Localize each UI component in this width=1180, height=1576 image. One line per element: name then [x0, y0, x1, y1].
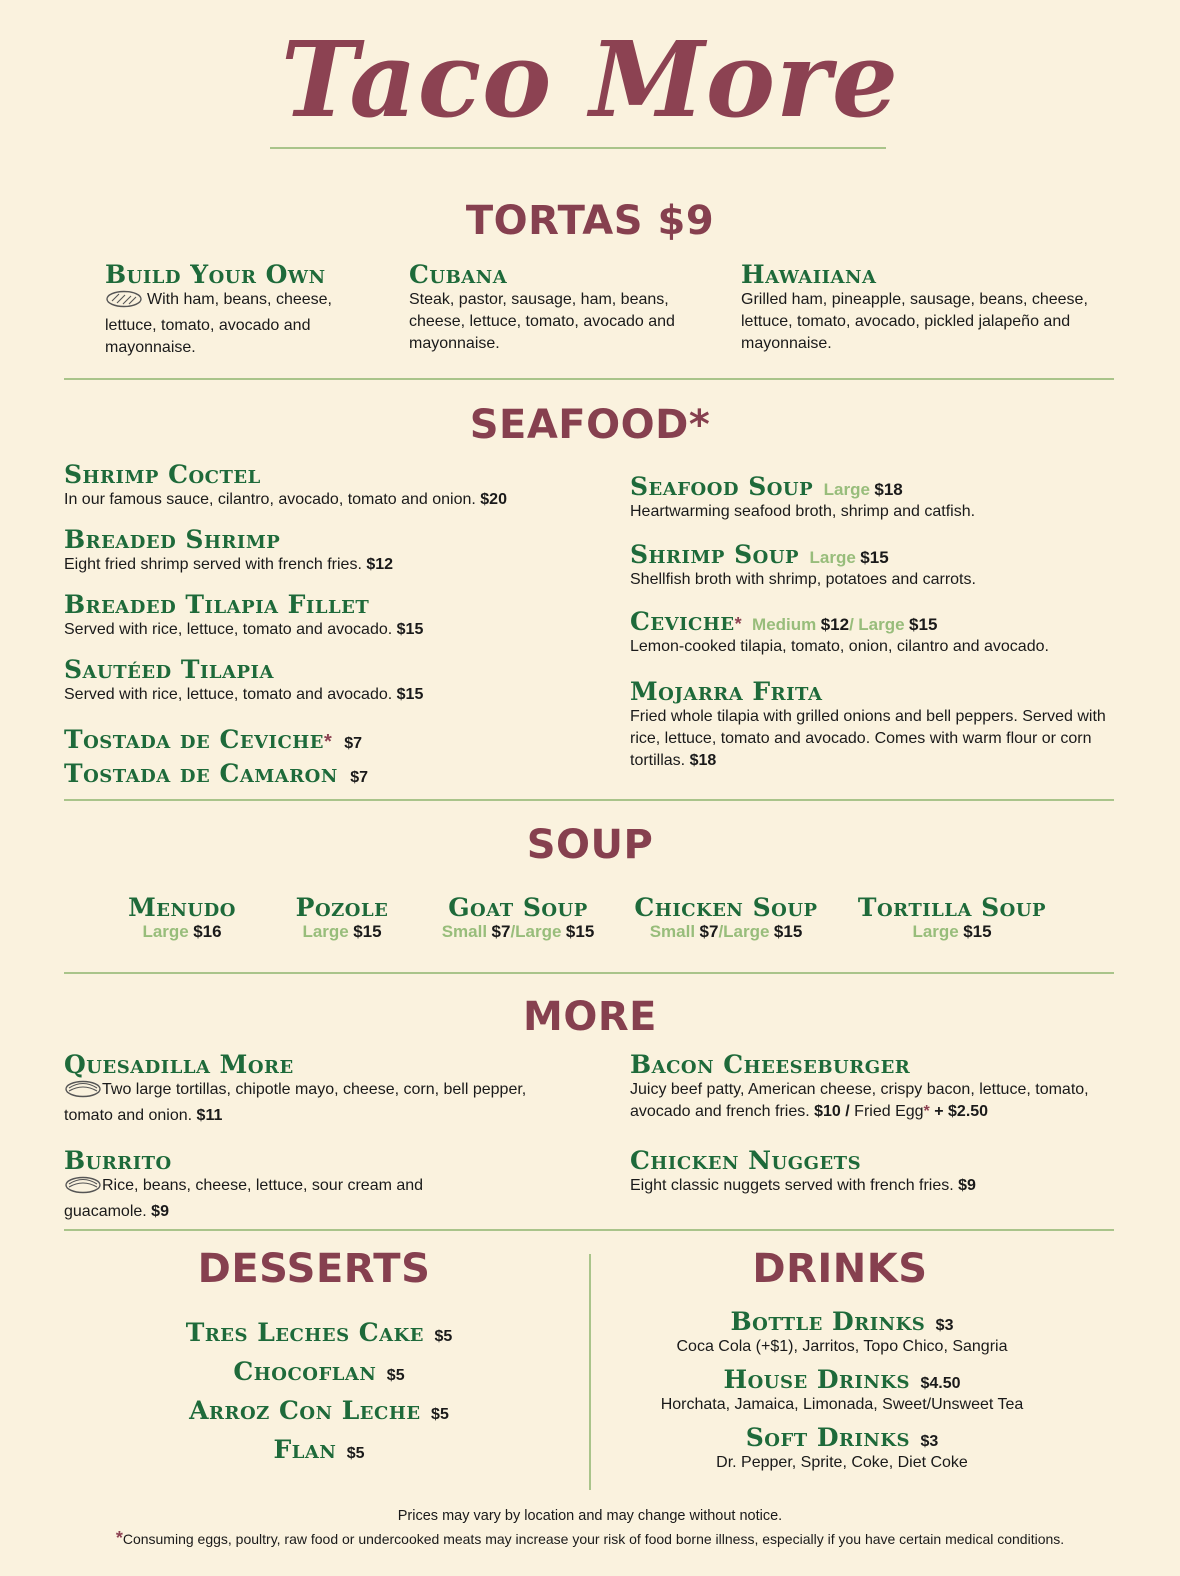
title-divider — [270, 147, 886, 149]
item-name: Soft Drinks — [745, 1423, 911, 1452]
item-description: Fried whole tilapia with grilled onions and bell peppers. Served with rice, lettuce, tomato and avocado. Comes with warm flour or corn tortillas. — [630, 708, 1106, 769]
item-name: Pozole — [295, 893, 389, 922]
item-description: Steak, pastor, sausage, ham, beans, cheese, lettuce, tomato, avocado and mayonnaise. — [409, 291, 675, 352]
menu-item: Tostada de Ceviche* $7 — [64, 725, 363, 754]
menu-item — [64, 1396, 574, 1435]
restaurant-title: Taco More — [280, 18, 900, 141]
item-price: $5 — [346, 1445, 365, 1462]
item-description: Eight classic nuggets served with french fries. — [630, 1177, 954, 1194]
item-price: $7 — [344, 735, 363, 752]
menu-item — [409, 260, 689, 355]
soup-item: Tortilla Soup Large $15 — [846, 893, 1058, 942]
item-description: Eight fried shrimp served with french fries. — [64, 556, 362, 573]
menu-item: Bacon Cheeseburger Juicy beef patty, American cheese, crispy bacon, lettuce, tomato, avocado and french fries. $10 / Fried Egg* + $2.50 — [630, 1050, 1120, 1146]
seafood-left-column — [64, 460, 604, 788]
item-description: Grilled ham, pineapple, sausage, beans, cheese, lettuce, tomato, avocado, pickled jalapeño and mayonnaise. — [741, 291, 1088, 352]
soup-item: Goat Soup Small $7/Large $15 — [418, 893, 618, 942]
item-price: $9 — [958, 1177, 976, 1194]
health-disclaimer: *Consuming eggs, poultry, raw food or undercooked meats may increase your risk of food borne illness, especially if you have certain medical conditions. — [115, 1528, 1065, 1548]
item-description: Two large tortillas, chipotle mayo, cheese, corn, bell pepper, tomato and onion. — [64, 1081, 527, 1124]
menu-item — [105, 260, 365, 359]
menu-item — [630, 1146, 1120, 1197]
item-description: Dr. Pepper, Sprite, Coke, Diet Coke — [716, 1454, 968, 1471]
item-price: $15 — [396, 621, 424, 638]
item-name: Chicken Soup — [634, 893, 818, 922]
item-description: Lemon-cooked tilapia, tomato, onion, cilantro and avocado. — [630, 638, 1049, 655]
item-name: Shrimp Soup — [630, 540, 800, 569]
item-price: $12 — [366, 556, 394, 573]
item-name: Arroz Con Leche — [189, 1396, 421, 1425]
item-price: $7 — [350, 769, 369, 786]
item-name: Chocoflan — [233, 1357, 377, 1386]
item-name: Cubana — [409, 260, 508, 289]
menu-item — [64, 460, 604, 525]
item-name: Goat Soup — [448, 893, 588, 922]
tortilla-icon — [64, 1080, 102, 1105]
item-price: $3 — [920, 1433, 939, 1450]
item-description: Heartwarming seafood broth, shrimp and catfish. — [630, 503, 976, 520]
item-name: Tortilla Soup — [857, 893, 1047, 922]
price-disclaimer: Prices may vary by location and may change without notice. — [397, 1508, 783, 1524]
item-name: Tostada de Camaron — [64, 759, 338, 788]
menu-item — [630, 677, 1120, 772]
item-price: $5 — [434, 1328, 453, 1345]
menu-item — [594, 1307, 1090, 1365]
item-price: $20 — [480, 491, 507, 508]
item-description: Horchata, Jamaica, Limonada, Sweet/Unsweet Tea — [660, 1396, 1024, 1413]
section-divider — [64, 378, 1114, 380]
item-description: Coca Cola (+$1), Jarritos, Topo Chico, Sangria — [676, 1338, 1008, 1355]
menu-item — [64, 1357, 574, 1396]
item-description: Served with rice, lettuce, tomato and avocado. — [64, 686, 393, 703]
item-price: $5 — [386, 1367, 405, 1384]
drinks-list — [594, 1307, 1090, 1474]
menu-item: Shrimp Soup Large $15 Shellfish broth with shrimp, potatoes and carrots. — [630, 540, 1120, 607]
section-heading-desserts: DESSERTS — [197, 1246, 431, 1292]
bread-icon — [105, 290, 143, 315]
item-price: $15 — [396, 686, 424, 703]
soup-item: Chicken Soup Small $7/Large $15 — [626, 893, 826, 942]
item-price: $10 — [814, 1103, 841, 1120]
menu-item — [64, 655, 604, 725]
section-heading-seafood: SEAFOOD* — [469, 402, 711, 448]
menu-item — [64, 590, 604, 655]
item-price: $4.50 — [920, 1375, 961, 1392]
menu-item — [594, 1423, 1090, 1474]
menu-item: Ceviche* Medium $12/ Large $15 Lemon-cooked tilapia, tomato, onion, cilantro and avocado. — [630, 607, 1120, 677]
item-name: Shrimp Coctel — [64, 460, 261, 489]
extra-option: Fried Egg — [854, 1103, 924, 1120]
item-name: Breaded Tilapia Fillet — [64, 590, 370, 619]
item-name: Tres Leches Cake — [185, 1318, 424, 1347]
menu-item — [64, 1318, 574, 1357]
item-price: $9 — [151, 1203, 169, 1220]
item-description: Juicy beef patty, American cheese, crispy bacon, lettuce, tomato, avocado and french fries. — [630, 1081, 1089, 1120]
more-right-column — [630, 1050, 1120, 1197]
item-description: Rice, beans, cheese, lettuce, sour cream and guacamole. — [64, 1177, 424, 1220]
item-name: Flan — [273, 1435, 337, 1464]
menu-item — [64, 1050, 544, 1146]
menu-item — [64, 1146, 544, 1223]
item-name: Bottle Drinks — [730, 1307, 926, 1336]
soup-item: Pozole Large $15 — [272, 893, 412, 942]
menu-item: Seafood Soup Large $18 Heartwarming seafood broth, shrimp and catfish. — [630, 472, 1120, 540]
item-price: $18 — [689, 752, 717, 769]
item-price: $3 — [935, 1317, 954, 1334]
section-divider — [64, 972, 1114, 974]
item-name: Breaded Shrimp — [64, 525, 281, 554]
menu-item — [64, 525, 604, 590]
tortilla-icon — [64, 1176, 102, 1201]
item-name: Ceviche — [630, 607, 735, 636]
item-name: House Drinks — [723, 1365, 911, 1394]
desserts-list — [64, 1318, 574, 1464]
menu-item — [64, 759, 604, 788]
section-heading-tortas: TORTAS $9 — [465, 198, 715, 244]
item-name: Menudo — [128, 893, 236, 922]
item-description: Shellfish broth with shrimp, potatoes and carrots. — [630, 571, 976, 588]
section-heading-soup: SOUP — [526, 822, 654, 868]
item-description: Served with rice, lettuce, tomato and avocado. — [64, 621, 393, 638]
item-description: In our famous sauce, cilantro, avocado, tomato and onion. — [64, 491, 476, 508]
menu-item — [594, 1365, 1090, 1423]
item-name: Seafood Soup — [630, 472, 814, 501]
menu-item — [741, 260, 1091, 355]
item-price: $11 — [196, 1107, 223, 1124]
item-name: Tostada de Ceviche — [64, 725, 325, 754]
seafood-right-column — [630, 472, 1120, 772]
section-heading-more: MORE — [523, 994, 657, 1040]
item-name: Bacon Cheeseburger — [630, 1050, 911, 1079]
soup-item: Menudo Large $16 — [112, 893, 252, 942]
section-heading-drinks: DRINKS — [752, 1246, 928, 1292]
item-name: Quesadilla More — [64, 1050, 294, 1079]
item-name: Mojarra Frita — [630, 677, 823, 706]
item-name: Build Your Own — [105, 260, 326, 289]
item-name: Chicken Nuggets — [630, 1146, 862, 1175]
item-price: $5 — [431, 1406, 449, 1423]
item-name: Sautéed Tilapia — [64, 655, 274, 684]
section-divider — [64, 799, 1114, 801]
item-name: Hawaiiana — [741, 260, 877, 289]
menu-item — [64, 1435, 574, 1464]
item-description: With ham, beans, cheese, lettuce, tomato, avocado and mayonnaise. — [105, 291, 332, 356]
more-left-column — [64, 1050, 544, 1223]
section-divider — [64, 1229, 1114, 1231]
item-name: Burrito — [64, 1146, 172, 1175]
